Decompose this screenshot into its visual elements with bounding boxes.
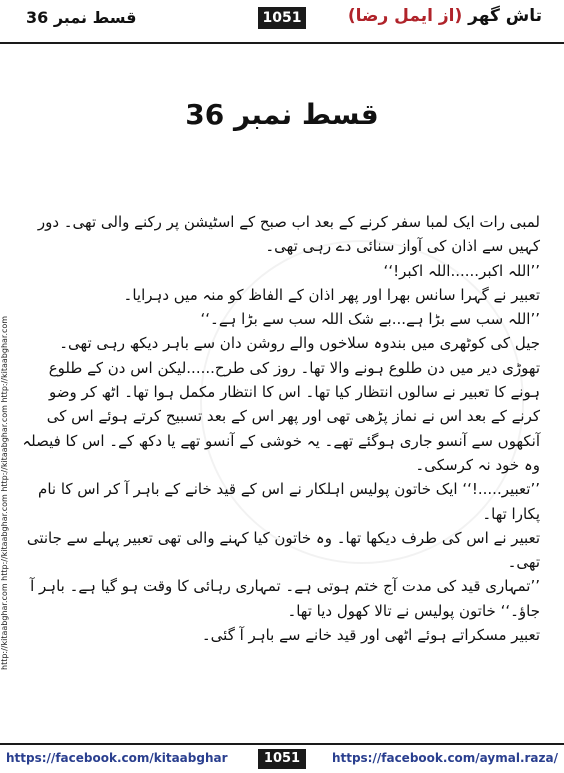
paragraph: ’’تعبیر.....!‘‘ ایک خاتون پولیس اہلکار نے اس کے قید خانے کے باہر آ کر اس کا نام پکارا تھا۔ bbox=[38, 480, 540, 523]
paragraph: تعبیر نے گہرا سانس بھرا اور پھر اذان کے الفاظ کو منہ میں دہرایا۔ bbox=[123, 285, 540, 304]
book-title: تاش گھر bbox=[468, 6, 542, 26]
story-body bbox=[22, 210, 540, 647]
side-url-strip: http://kitaabghar.com http://kitaabghar.com http://kitaabghar.com http://kitaabghar.com bbox=[0, 315, 9, 670]
page-header bbox=[0, 0, 564, 44]
paragraph: جیل کی کوٹھری میں بندوہ سلاخوں والے روشن دان سے باہر دیکھ رہی تھی۔ تھوڑی دیر میں دن طلوع ہونے والا تھا۔ روز کی طرح......لیکن اس دن کے طلوع ہونے کا تعبیر نے سالوں انتظار کیا تھا۔ اس کا انتظار مکمل ہوا تھا۔ اٹھ کر وضو کرنے کے بعد اس نے نماز پڑھی تھی اور پھر اس کے بعد تسبیح کرتے ہوئے اس کی آنکھوں سے آنسو جاری ہوگئے تھے۔ یہ خوشی کے آنسو تھے یا دکھ کے۔ اس کا فیصلہ وہ خود نہ کرسکی۔ bbox=[22, 334, 540, 474]
chapter-title: قسط نمبر 36 bbox=[185, 98, 379, 131]
facebook-link-author[interactable]: https://facebook.com/aymal.raza/ bbox=[331, 751, 558, 765]
page-footer bbox=[0, 743, 564, 773]
book-title-block bbox=[348, 6, 542, 26]
footer-page-number: 1051 bbox=[258, 749, 306, 769]
paragraph: ’’اللہ اکبر......اللہ اکبر!‘‘ bbox=[383, 261, 540, 280]
paragraph: تعبیر مسکراتے ہوئے اٹھی اور قید خانے سے باہر آ گئی۔ bbox=[201, 626, 540, 645]
paragraph: ’’تمہاری قید کی مدت آج ختم ہوتی ہے۔ تمہاری رہائی کا وقت ہو گیا ہے۔ باہر آ جاؤ۔‘‘ خاتون پولیس نے تالا کھول دیا تھا۔ bbox=[30, 577, 540, 620]
header-page-number: 1051 bbox=[258, 7, 306, 29]
author-name: (از ایمل رضا) bbox=[347, 6, 463, 26]
paragraph: تعبیر نے اس کی طرف دیکھا تھا۔ وہ خاتون کیا کہنے والی تھی تعبیر پہلے سے جانتی تھی۔ bbox=[26, 528, 540, 572]
paragraph: ’’اللہ سب سے بڑا ہے...بے شک اللہ سب سے بڑا ہے۔‘‘ bbox=[200, 310, 540, 329]
facebook-link-kitaabghar[interactable]: https://facebook.com/kitaabghar bbox=[6, 751, 228, 765]
paragraph: لمبی رات ایک لمبا سفر کرنے کے بعد اب صبح کے اسٹیشن پر رکنے والی تھی۔ دور کہیں سے اذان کی آواز سنائی دے رہی تھی۔ bbox=[37, 213, 540, 256]
episode-label: قسط نمبر 36 bbox=[26, 8, 137, 27]
